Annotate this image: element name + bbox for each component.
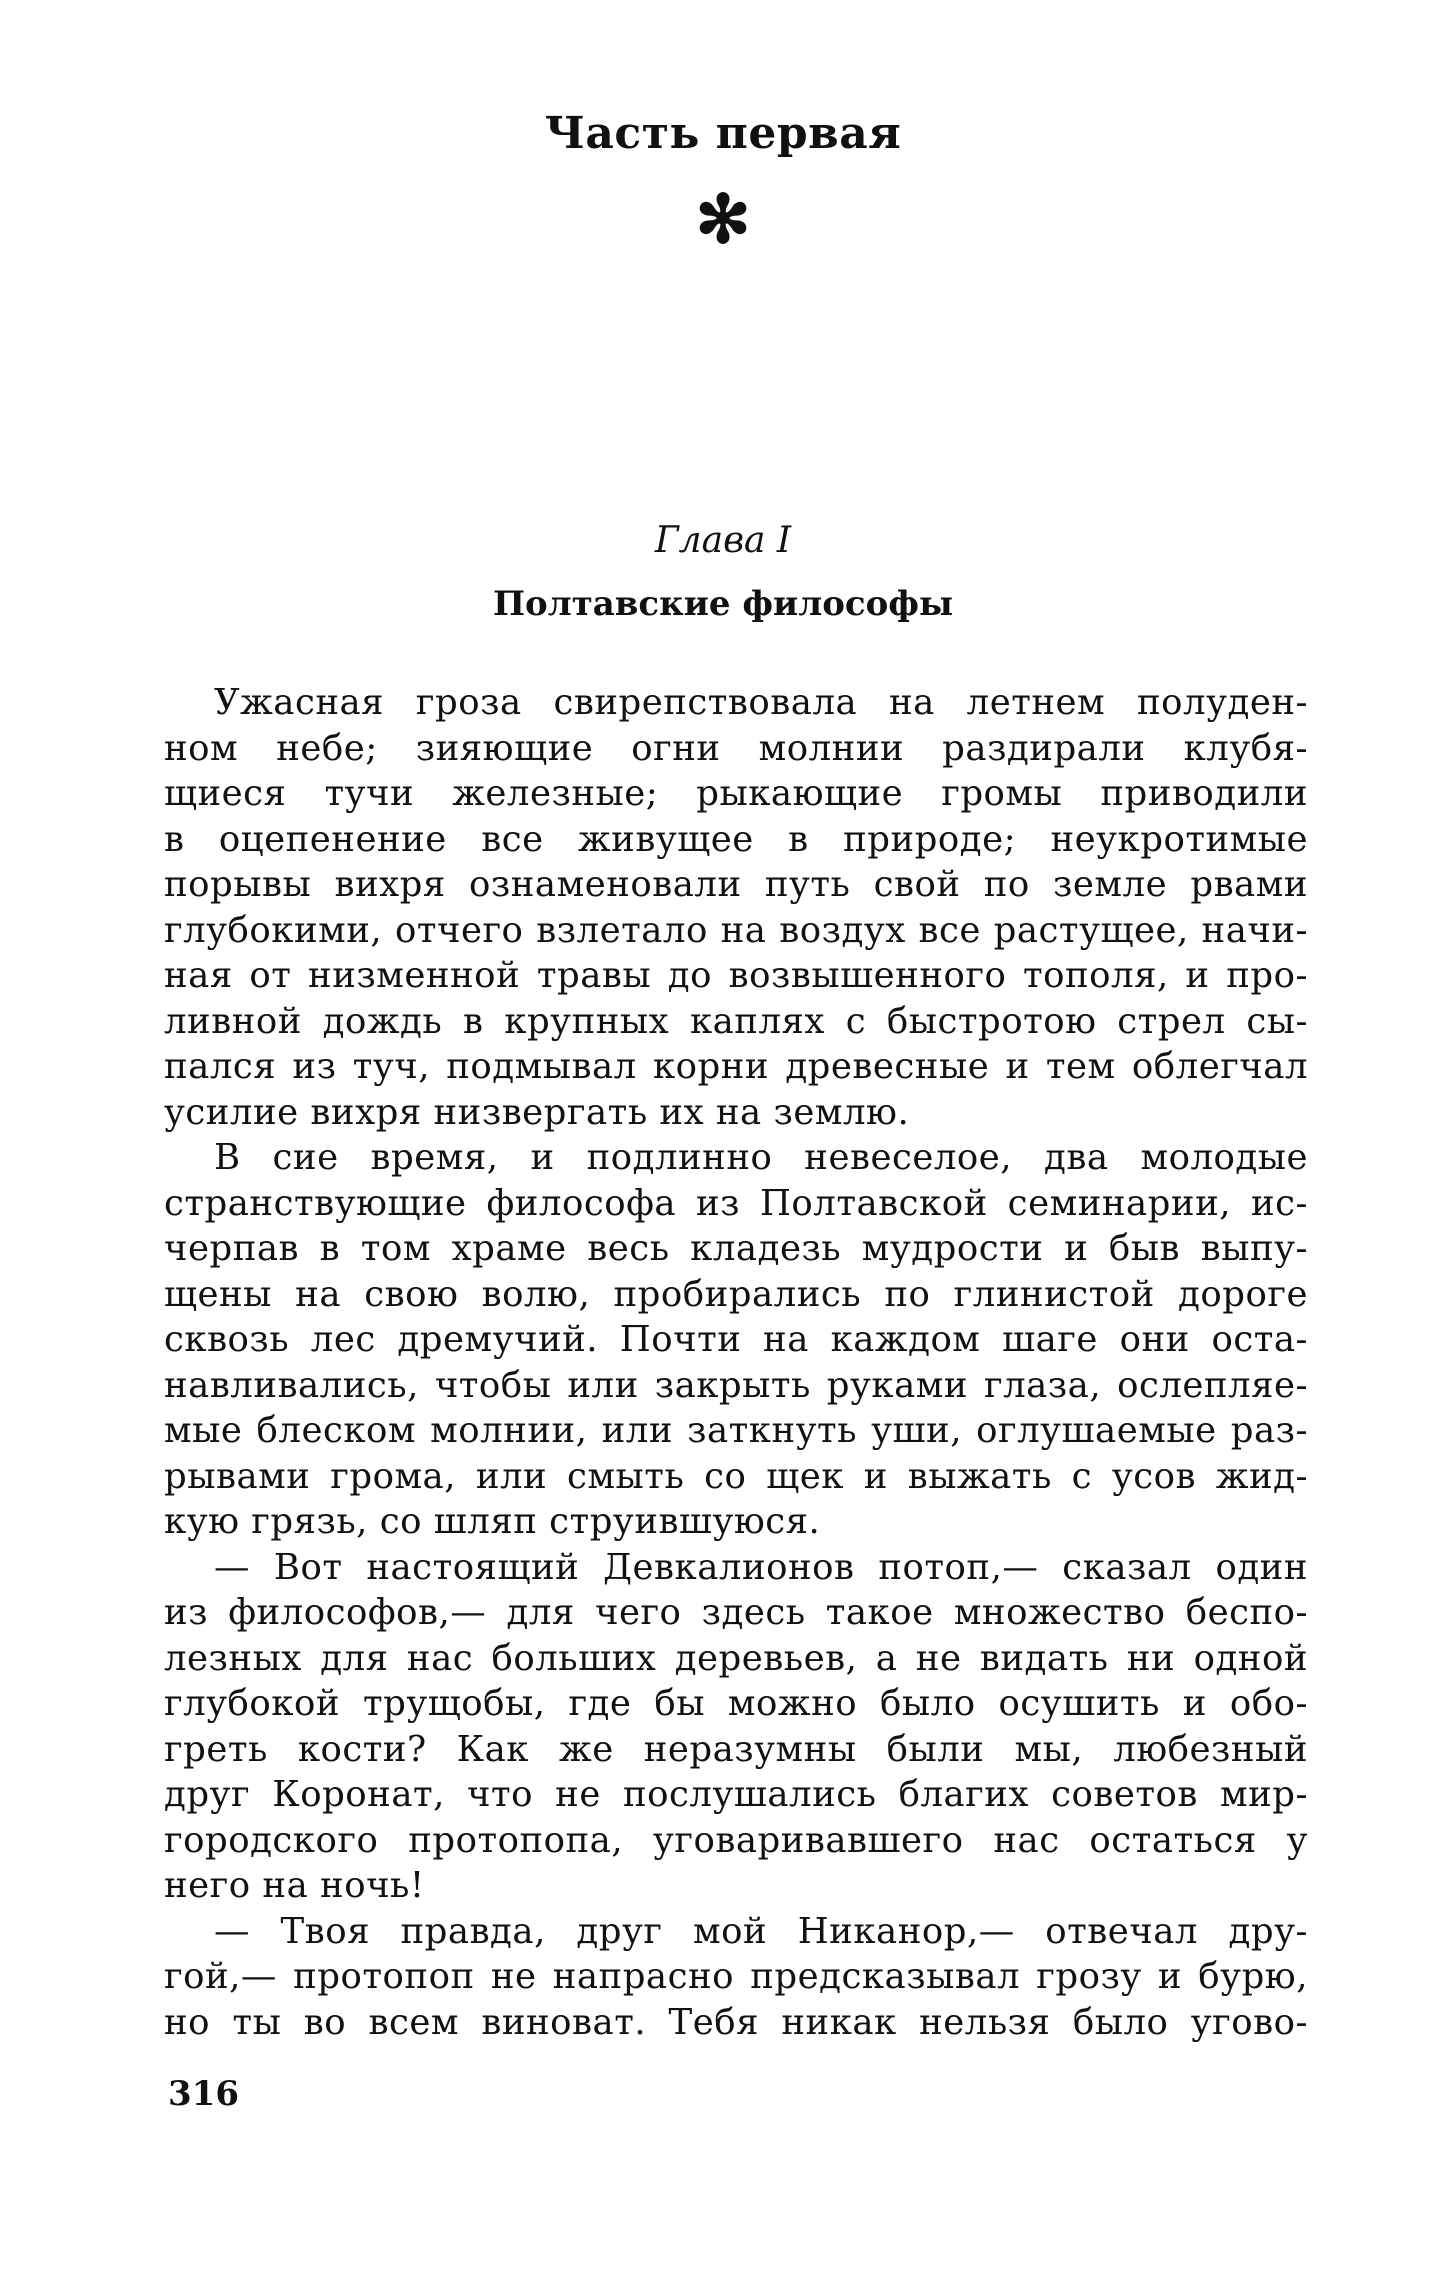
chapter-body [164,680,1308,2045]
text-line: кую грязь, со шляп струившуюся. [164,1501,821,1542]
text-line: друг Коронат, что не послушались благих советов мир- [164,1774,1308,1815]
paragraph [164,1545,1308,1909]
text-line: лезных для нас больших деревьев, а не видать ни одной [164,1637,1308,1679]
text-line: странствующие философа из Полтавской семинарии, ис- [164,1182,1308,1224]
text-line: Ужасная гроза свирепствовала на летнем полуден- [214,682,1308,723]
text-line: ная от низменной травы до возвышенного тополя, и про- [164,955,1308,996]
text-line: но ты во всем виноват. Тебя никак нельзя было угово- [164,2001,1308,2043]
text-line: пался из туч, подмывал корни древесные и тем облегчал [164,1046,1308,1087]
paragraph [164,1909,1308,2046]
part-title: Часть первая [544,108,902,159]
text-line: городского протопопа, уговаривавшего нас остаться у [164,1819,1308,1861]
text-line: глубокой трущобы, где бы можно было осушить и обо- [164,1683,1308,1724]
text-line: ном небе; зияющие огни молнии раздирали клубя- [164,727,1308,769]
text-line: сквозь лес дремучий. Почти на каждом шаге они оста- [164,1319,1308,1360]
text-line: него на ночь! [164,1865,425,1906]
text-line: глубокими, отчего взлетало на воздух все растущее, начи- [164,909,1308,951]
text-line: — Твоя правда, друг мой Никанор,— отвечал дру- [214,1910,1308,1952]
text-line: навливались, чтобы или закрыть руками глаза, ослепляе- [164,1364,1308,1406]
chapter-title: Полтавские философы [492,584,954,624]
paragraph [164,1135,1308,1545]
text-line: в оцепенение все живущее в природе; неукротимые [164,818,1308,860]
text-line: из философов,— для чего здесь такое множество беспо- [164,1592,1308,1633]
text-line: ливной дождь в крупных каплях с быстротою стрел сы- [164,1000,1308,1042]
text-line: щиеся тучи железные; рыкающие громы приводили [164,773,1308,814]
paragraph [164,680,1308,1135]
text-line: рывами грома, или смыть со щек и выжать с усов жид- [164,1455,1308,1497]
page-number: 316 [168,2074,239,2114]
text-line: мые блеском молнии, или заткнуть уши, оглушаемые раз- [164,1410,1308,1451]
text-line: — Вот настоящий Девкалионов потоп,— сказал один [214,1546,1308,1588]
text-line: щены на свою волю, пробирались по глинистой дороге [164,1273,1308,1315]
ornament-asterisk: ✻ [695,180,751,258]
text-line: черпав в том храме весь кладезь мудрости и быв выпу- [164,1228,1308,1269]
text-line: греть кости? Как же неразумны были мы, любезный [164,1728,1308,1770]
text-line: гой,— протопоп не напрасно предсказывал грозу и бурю, [164,1956,1308,1997]
text-line: В сие время, и подлинно невеселое, два молодые [214,1137,1308,1178]
text-line: усилие вихря низвергать их на землю. [164,1091,910,1133]
chapter-number: Глава I [654,520,792,561]
text-line: порывы вихря ознаменовали путь свой по земле рвами [164,864,1308,905]
